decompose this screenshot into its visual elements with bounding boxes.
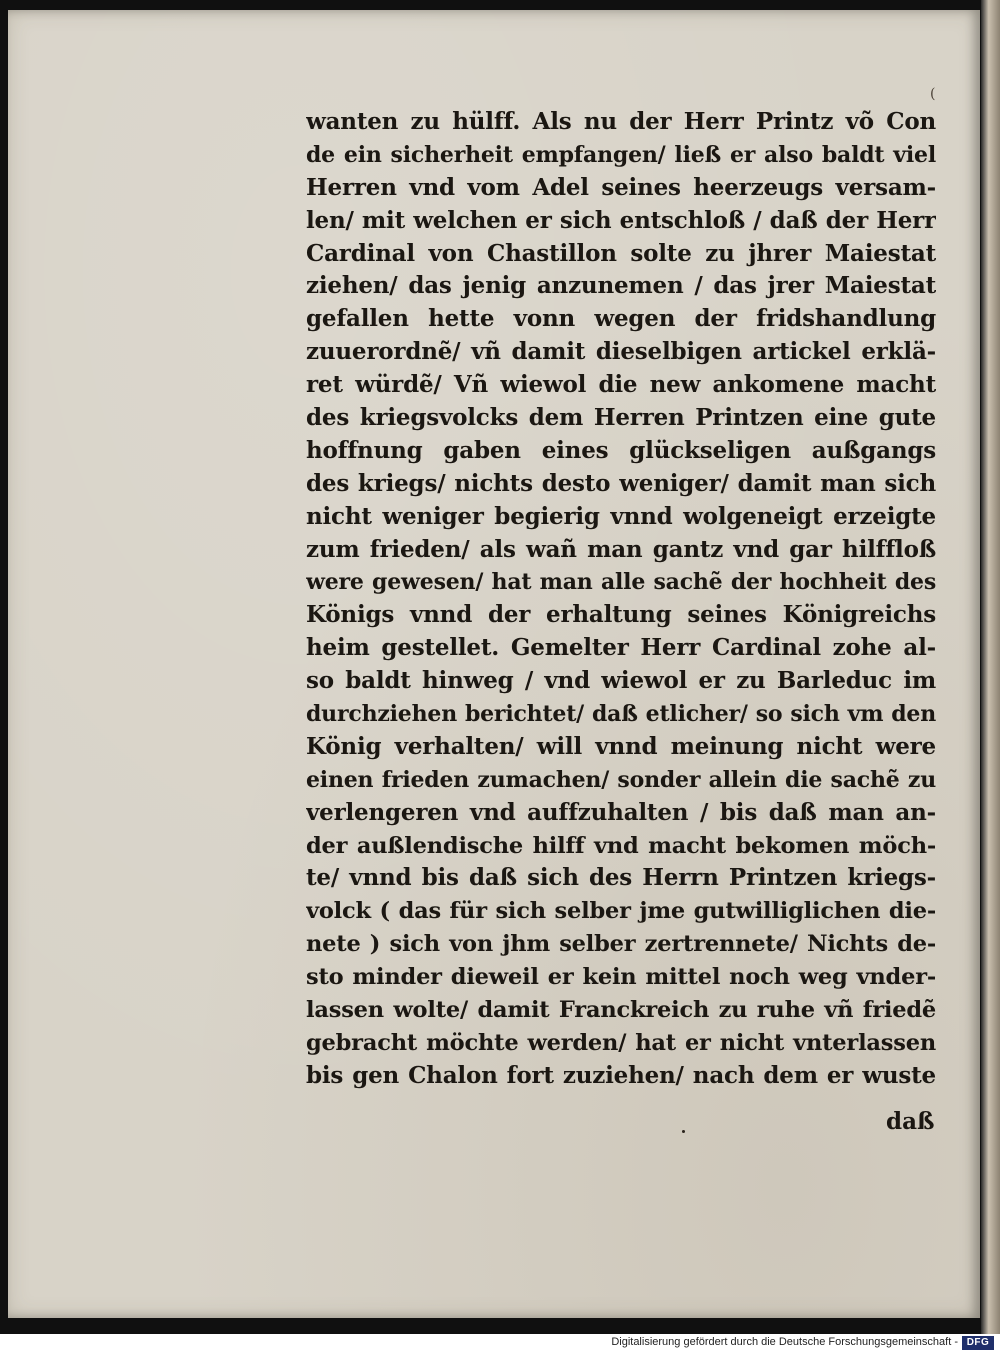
text-line: de ein sicherheit empfangen/ ließ er also baldt viel: [306, 141, 936, 168]
text-line: ret würdẽ/ Vñ wiewol die new ankomene macht: [306, 371, 936, 399]
catchword: daß: [886, 1108, 935, 1135]
text-line: durchziehen berichtet/ daß etlicher/ so sich vm den: [306, 701, 936, 728]
text-line: so baldt hinweg / vnd wiewol er zu Barleduc im: [306, 667, 936, 695]
text-line: wanten zu hülff. Als nu der Herr Printz võ Con: [306, 108, 936, 135]
text-line: were gewesen/ hat man alle sachẽ der hochheit des: [306, 569, 936, 596]
text-line: einen frieden zumachen/ sonder allein die sachẽ zu: [306, 766, 936, 793]
text-line: nicht weniger begierig vnnd wolgeneigt erzeigte: [306, 502, 936, 530]
text-line: Königs vnnd der erhaltung seines Königreichs: [306, 601, 936, 629]
text-line: te/ vnnd bis daß sich des Herrn Printzen kriegs-: [306, 864, 936, 892]
text-line: Herren vnd vom Adel seines heerzeugs versam-: [306, 173, 936, 201]
funding-credit: Digitalisierung gefördert durch die Deutsche Forschungsgemeinschaft -: [611, 1336, 958, 1348]
text-line: volck ( das für sich selber jme gutwilliglichen die-: [306, 898, 936, 925]
text-line: lassen wolte/ damit Franckreich zu ruhe vñ friedẽ: [306, 997, 936, 1024]
text-line: Cardinal von Chastillon solte zu jhrer Maiestat: [306, 239, 936, 267]
text-line: verlengeren vnd auffzuhalten / bis daß man an-: [306, 798, 936, 826]
text-line: zuuerordnẽ/ vñ damit dieselbigen artickel erklä-: [306, 338, 936, 366]
text-line: sto minder dieweil er kein mittel noch weg vnder-: [306, 964, 936, 991]
text-line: zum frieden/ als wañ man gantz vnd gar hilffloß: [306, 535, 936, 563]
text-line: hoffnung gaben eines glückseligen außgangs: [306, 436, 936, 464]
text-line: der außlendische hilff vnd macht bekomen möch-: [306, 832, 936, 859]
text-line: heim gestellet. Gemelter Herr Cardinal zohe al-: [306, 634, 936, 662]
text-line: des kriegs/ nichts desto weniger/ damit man sich: [306, 469, 936, 497]
text-line: len/ mit welchen er sich entschloß / daß der Herr: [306, 206, 936, 234]
text-line: gefallen hette vonn wegen der fridshandlung: [306, 305, 936, 333]
ink-speck: [682, 1130, 685, 1133]
text-line: bis gen Chalon fort zuziehen/ nach dem er wuste: [306, 1061, 936, 1089]
show-through-smudge: [520, 1110, 560, 1134]
dfg-logo: DFG: [962, 1336, 994, 1350]
text-line: ziehen/ das jenig anzunemen / das jrer Maiestat: [306, 272, 936, 300]
book-gutter: [981, 0, 1000, 1334]
footer-bar: [0, 1334, 1000, 1354]
text-line: nete ) sich von jhm selber zertrennete/ Nichts de-: [306, 931, 936, 958]
text-line: des kriegsvolcks dem Herren Printzen eine gute: [306, 404, 936, 432]
show-through-smudge: [300, 1110, 420, 1134]
corner-mark: (: [930, 86, 936, 102]
page-text: [306, 106, 936, 1093]
text-line: gebracht möchte werden/ hat er nicht vnterlassen: [306, 1029, 936, 1056]
text-line: König verhalten/ will vnnd meinung nicht were: [306, 732, 936, 760]
